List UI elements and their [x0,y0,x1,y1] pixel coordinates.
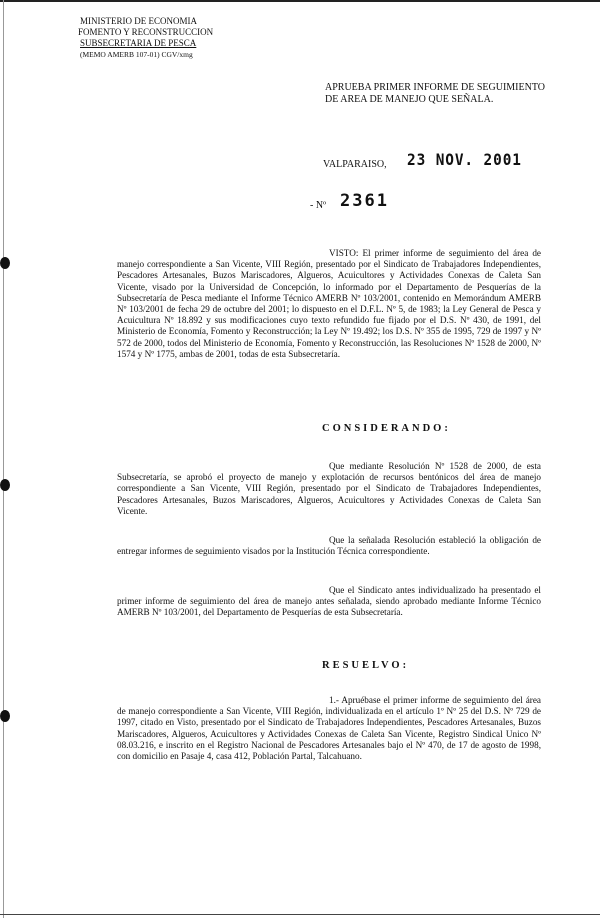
date-stamp: 23 NOV. 2001 [407,150,522,169]
visto-paragraph: VISTO: El primer informe de seguimiento del área de manejo correspondiente a San Vicente, VIII Región, presentado por el Sindicato de Trabajadores Independientes, Pescadores Artesanales, Buzos Mariscadores, Algueros, Acuicultores y Actividades Conexas de Caleta San Vicente, visado por la Universidad de Concepción, lo informado por el Departamento de Pesquerías de la Subsecretaría de Pesca mediante el Informe Técnico AMERB Nº 103/2001, contenido en Memorándum AMERB Nº 103/2001 de fecha 29 de octubre del 2001; lo dispuesto en el D.F.L. Nº 5, de 1983; la Ley General de Pesca y Acuicultura Nº 18.892 y sus modificaciones cuyo texto refundido fue fijado por el D.S. Nº 430, de 1991, del Ministerio de Economía, Fomento y Reconstrucción; la Ley Nº 19.492; los D.S. Nº 355 de 1995, 729 de 1997 y Nº 572 de 2000, todos del Ministerio de Economía, Fomento y Reconstrucción, las Resoluciones Nº 1528 de 2000, Nº 1574 y Nº 1775, ambas de 2001, todas de esta Subsecretaría. [117,248,541,359]
considerando-paragraph-2: Que la señalada Resolución estableció la obligación de entregar informes de seguimiento visados por la Institución Técnica correspondiente. [117,535,541,557]
resuelvo-paragraph-1: 1.- Apruébase el primer informe de seguimiento del área de manejo correspondiente a San Vicente, VIII Región, individualizada en el artículo 1º Nº 25 del D.S. Nº 729 de 1997, citado en Visto, presentado por el Sindicato de Trabajadores Independientes, Pescadores Artesanales, Buzos Mariscadores, Algueros, Acuicultores y Actividades Conexas de Caleta San Vicente, Registro Sindical Unico Nº 08.03.216, e inscrito en el Registro Nacional de Pescadores Artesanales bajo el Nº 470, de 17 de agosto de 1998, con domicilio en Pasaje 4, casa 412, Población Partal, Talcahuano. [117,695,541,762]
punch-hole-icon [0,479,10,491]
place-label: VALPARAISO, [323,159,387,170]
resolution-subject: APRUEBA PRIMER INFORME DE SEGUIMIENTO DE AREA DE MANEJO QUE SEÑALA. [325,82,545,105]
bottom-border-line [0,914,600,915]
punch-hole-icon [0,710,10,722]
memo-reference: (MEMO AMERB 107-01) CGV/xmg [80,50,193,59]
resolution-number: 2361 [340,191,389,211]
considerando-paragraph-1: Que mediante Resolución Nº 1528 de 2000, de esta Subsecretaría, se aprobó el proyecto de manejo y explotación de recursos bentónicos del área de manejo correspondiente a San Vicente, VIII Región, presentado por el Sindicato de Trabajadores Independientes, Pescadores Artesanales, Buzos Mariscadores, Algueros, Acuicultores y Actividades Conexas de Caleta San Vicente. [117,461,541,516]
ministry-name: MINISTERIO DE ECONOMIA [80,16,197,26]
undersecretariat-name: SUBSECRETARIA DE PESCA [80,38,197,48]
punch-hole-icon [0,257,10,269]
considerando-heading: CONSIDERANDO: [322,423,451,434]
top-border-line [0,0,600,2]
resuelvo-heading: RESUELVO: [322,660,410,671]
considerando-paragraph-3: Que el Sindicato antes individualizado ha presentado el primer informe de seguimiento del área de manejo antes señalada, siendo aprobado mediante Informe Técnico AMERB Nº 103/2001, del Departamento de Pesquerías de esta Subsecretaría. [117,585,541,618]
ministry-subtitle: FOMENTO Y RECONSTRUCCION [78,27,214,37]
left-edge-line [3,0,4,918]
letterhead [80,16,213,60]
number-label: - Nº [310,200,327,211]
